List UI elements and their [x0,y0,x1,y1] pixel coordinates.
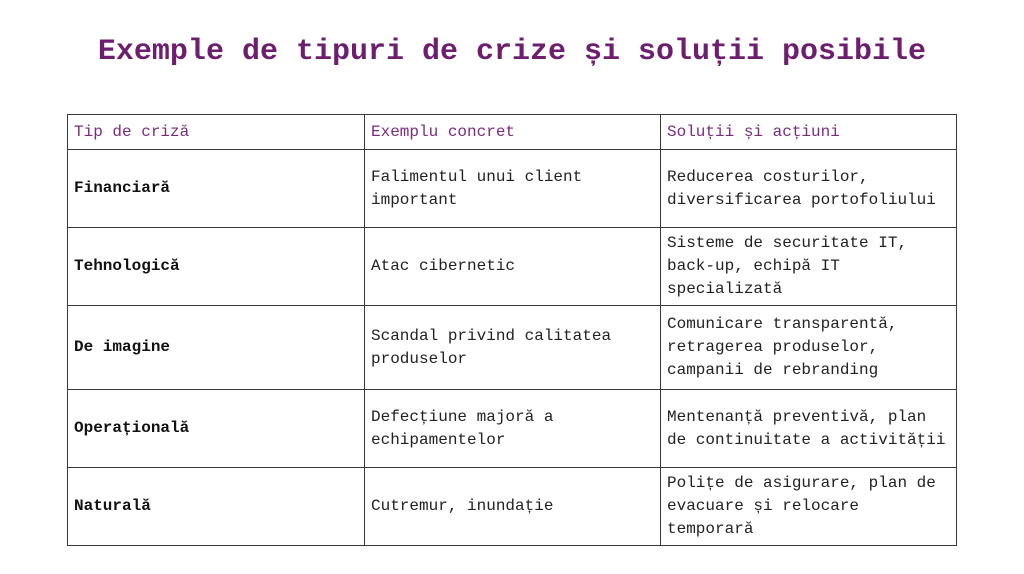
cell-type: Operațională [68,390,365,468]
table-header-row [68,115,957,150]
cell-example: Cutremur, inundație [365,468,661,546]
slide-title: Exemple de tipuri de crize și soluții posibile [97,35,927,70]
cell-example: Falimentul unui client important [365,150,661,228]
cell-solutions: Comunicare transparentă, retragerea produselor, campanii de rebranding [661,306,957,390]
table-row [68,390,957,468]
table-row [68,228,957,306]
header-solutions: Soluții și acțiuni [661,115,957,150]
cell-solutions: Sisteme de securitate IT, back-up, echipă IT specializată [661,228,957,306]
cell-example: Scandal privind calitatea produselor [365,306,661,390]
cell-example: Atac cibernetic [365,228,661,306]
header-crisis-type: Tip de criză [68,115,365,150]
table-row [68,306,957,390]
crisis-table [67,114,957,546]
cell-type: Naturală [68,468,365,546]
cell-type: De imagine [68,306,365,390]
cell-solutions: Reducerea costurilor, diversificarea portofoliului [661,150,957,228]
cell-solutions: Polițe de asigurare, plan de evacuare și relocare temporară [661,468,957,546]
cell-example: Defecțiune majoră a echipamentelor [365,390,661,468]
header-example: Exemplu concret [365,115,661,150]
cell-solutions: Mentenanță preventivă, plan de continuitate a activității [661,390,957,468]
table-row [68,150,957,228]
table-row [68,468,957,546]
cell-type: Tehnologică [68,228,365,306]
cell-type: Financiară [68,150,365,228]
